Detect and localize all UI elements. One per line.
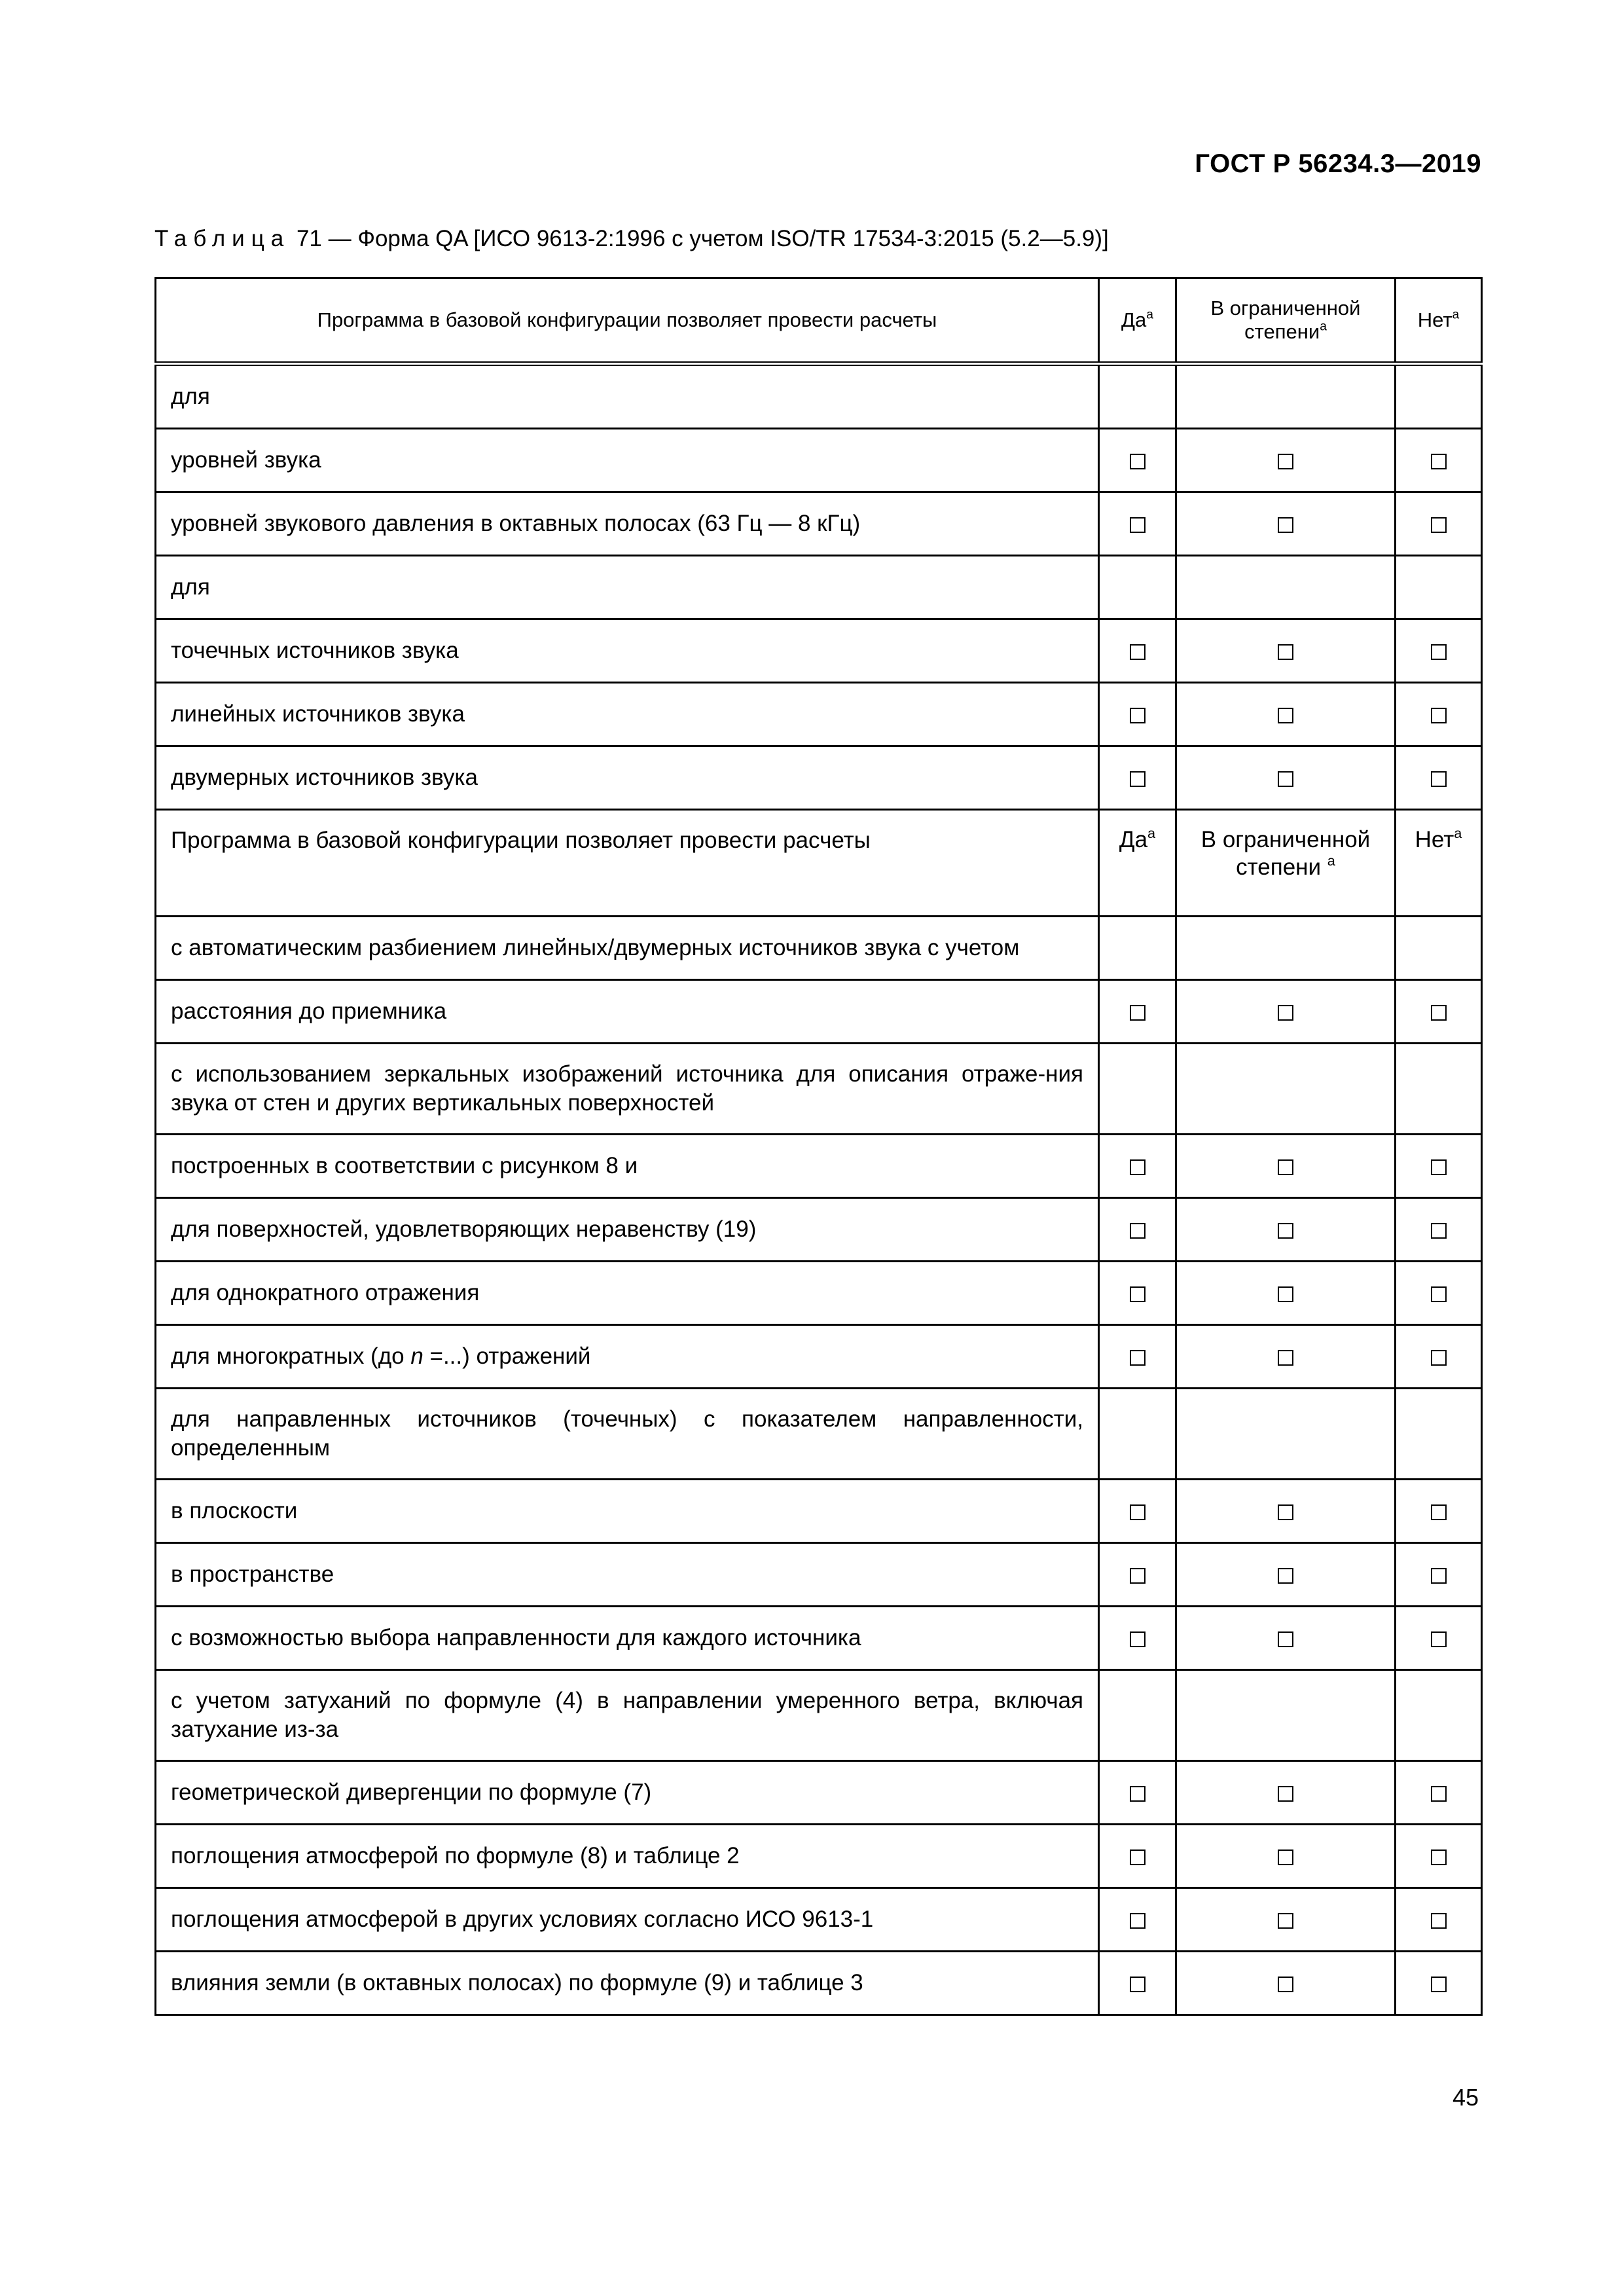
cell-no	[1396, 1825, 1482, 1888]
cell-no	[1396, 364, 1482, 429]
checkbox-no[interactable]	[1431, 1159, 1447, 1175]
table-row	[156, 746, 1482, 810]
header-no: Нет$^a$	[1396, 278, 1482, 364]
cell-limited	[1176, 1607, 1396, 1670]
cell-no	[1396, 1389, 1482, 1480]
checkbox-limited[interactable]	[1278, 1286, 1293, 1302]
table-row	[156, 683, 1482, 746]
cell-no	[1396, 1480, 1482, 1543]
checkbox-limited[interactable]	[1278, 708, 1293, 723]
checkbox-yes[interactable]	[1130, 454, 1146, 469]
row-description: расстояния до приемника	[156, 980, 1099, 1044]
table-subheader-row	[156, 810, 1482, 917]
checkbox-limited[interactable]	[1278, 1504, 1293, 1520]
cell-no	[1396, 1325, 1482, 1389]
row-description: с возможностью выбора направленности для каждого источника	[156, 1607, 1099, 1670]
row-description: для	[156, 556, 1099, 619]
checkbox-limited[interactable]	[1278, 1786, 1293, 1802]
cell-limited	[1176, 1198, 1396, 1262]
row-description: уровней звукового давления в октавных полосах (63 Гц — 8 кГц)	[156, 492, 1099, 556]
cell-yes	[1099, 556, 1176, 619]
cell-yes	[1099, 1262, 1176, 1325]
table-row	[156, 556, 1482, 619]
checkbox-yes[interactable]	[1130, 771, 1146, 787]
checkbox-no[interactable]	[1431, 644, 1447, 660]
table-row	[156, 1761, 1482, 1825]
checkbox-yes[interactable]	[1130, 1504, 1146, 1520]
cell-yes	[1099, 619, 1176, 683]
table-row	[156, 1888, 1482, 1952]
cell-limited	[1176, 619, 1396, 683]
checkbox-yes[interactable]	[1130, 1005, 1146, 1021]
checkbox-no[interactable]	[1431, 1786, 1447, 1802]
table-row	[156, 917, 1482, 980]
cell-yes	[1099, 1825, 1176, 1888]
checkbox-limited[interactable]	[1278, 1913, 1293, 1929]
cell-yes	[1099, 1325, 1176, 1389]
row-description: для направленных источников (точечных) с показателем направленности, определенным	[156, 1389, 1099, 1480]
checkbox-yes[interactable]	[1130, 1631, 1146, 1647]
cell-limited	[1176, 429, 1396, 492]
table-row	[156, 1135, 1482, 1198]
cell-no	[1396, 1888, 1482, 1952]
cell-limited	[1176, 980, 1396, 1044]
cell-yes	[1099, 492, 1176, 556]
table-caption	[154, 226, 1109, 252]
cell-limited	[1176, 556, 1396, 619]
caption-label: Таблица	[154, 226, 291, 251]
checkbox-limited[interactable]	[1278, 1977, 1293, 1992]
table-row	[156, 980, 1482, 1044]
cell-no	[1396, 619, 1482, 683]
checkbox-limited[interactable]	[1278, 1850, 1293, 1865]
checkbox-yes[interactable]	[1130, 1913, 1146, 1929]
checkbox-yes[interactable]	[1130, 1159, 1146, 1175]
cell-yes	[1099, 1761, 1176, 1825]
row-description: линейных источников звука	[156, 683, 1099, 746]
row-description: с учетом затуханий по формуле (4) в направлении умеренного ветра, включая затухание из-за	[156, 1670, 1099, 1761]
subheader-yes: $Да^a$	[1099, 810, 1176, 917]
cell-yes	[1099, 980, 1176, 1044]
cell-yes	[1099, 1198, 1176, 1262]
table-row	[156, 492, 1482, 556]
cell-yes	[1099, 1670, 1176, 1761]
cell-limited	[1176, 1325, 1396, 1389]
cell-no	[1396, 1761, 1482, 1825]
checkbox-limited[interactable]	[1278, 644, 1293, 660]
checkbox-no[interactable]	[1431, 1350, 1447, 1366]
table-row	[156, 1389, 1482, 1480]
row-description: для многократных (до n =...) отражений	[156, 1325, 1099, 1389]
checkbox-limited[interactable]	[1278, 454, 1293, 469]
checkbox-limited[interactable]	[1278, 771, 1293, 787]
page-number: 45	[1452, 2084, 1479, 2111]
cell-yes	[1099, 364, 1176, 429]
header-yes: $Да^a$	[1099, 278, 1176, 364]
cell-yes	[1099, 746, 1176, 810]
table-row	[156, 1825, 1482, 1888]
table-row	[156, 1670, 1482, 1761]
checkbox-yes[interactable]	[1130, 1286, 1146, 1302]
subheader-no: Нет$^a$	[1396, 810, 1482, 917]
table-row	[156, 1480, 1482, 1543]
table-row	[156, 1044, 1482, 1135]
table-row	[156, 619, 1482, 683]
checkbox-no[interactable]	[1431, 708, 1447, 723]
checkbox-no[interactable]	[1431, 1504, 1447, 1520]
header-limited: В ограниченной степени$^a$	[1176, 278, 1396, 364]
checkbox-yes[interactable]	[1130, 1568, 1146, 1584]
row-description: в плоскости	[156, 1480, 1099, 1543]
cell-no	[1396, 1543, 1482, 1607]
row-description: поглощения атмосферой по формуле (8) и таблице 2	[156, 1825, 1099, 1888]
cell-no	[1396, 1952, 1482, 2015]
document-code: ГОСТ Р 56234.3—2019	[1195, 149, 1481, 178]
checkbox-no[interactable]	[1431, 1286, 1447, 1302]
cell-yes	[1099, 1888, 1176, 1952]
cell-no	[1396, 556, 1482, 619]
table-header-row	[156, 278, 1482, 364]
row-description: поглощения атмосферой в других условиях согласно ИСО 9613-1	[156, 1888, 1099, 1952]
cell-limited	[1176, 1670, 1396, 1761]
cell-no	[1396, 1670, 1482, 1761]
checkbox-yes[interactable]	[1130, 1850, 1146, 1865]
checkbox-no[interactable]	[1431, 517, 1447, 533]
cell-limited	[1176, 917, 1396, 980]
cell-limited	[1176, 364, 1396, 429]
cell-yes	[1099, 1135, 1176, 1198]
table-row	[156, 1325, 1482, 1389]
cell-limited	[1176, 1543, 1396, 1607]
cell-limited	[1176, 1952, 1396, 2015]
row-description: геометрической дивергенции по формуле (7)	[156, 1761, 1099, 1825]
cell-yes	[1099, 1044, 1176, 1135]
table-row	[156, 1952, 1482, 2015]
cell-no	[1396, 1044, 1482, 1135]
checkbox-no[interactable]	[1431, 1223, 1447, 1239]
row-description: влияния земли (в октавных полосах) по формуле (9) и таблице 3	[156, 1952, 1099, 2015]
caption-text: 71 — Форма QA [ИСО 9613-2:1996 с учетом ISO/TR 17534-3:2015 (5.2—5.9)]	[296, 226, 1109, 251]
row-description: уровней звука	[156, 429, 1099, 492]
checkbox-no[interactable]	[1431, 771, 1447, 787]
table-row	[156, 364, 1482, 429]
checkbox-limited[interactable]	[1278, 1568, 1293, 1584]
cell-limited	[1176, 746, 1396, 810]
row-description: в пространстве	[156, 1543, 1099, 1607]
checkbox-yes[interactable]	[1130, 1223, 1146, 1239]
cell-limited	[1176, 683, 1396, 746]
table-row	[156, 1543, 1482, 1607]
checkbox-yes[interactable]	[1130, 1786, 1146, 1802]
cell-no	[1396, 492, 1482, 556]
cell-no	[1396, 1607, 1482, 1670]
checkbox-limited[interactable]	[1278, 1350, 1293, 1366]
checkbox-no[interactable]	[1431, 1913, 1447, 1929]
row-description: Программа в базовой конфигурации позволяет провести расчеты	[156, 810, 1099, 917]
header-program: Программа в базовой конфигурации позволяет провести расчеты	[156, 278, 1099, 364]
cell-yes	[1099, 1480, 1176, 1543]
cell-yes	[1099, 683, 1176, 746]
qa-form-table	[154, 277, 1483, 2016]
table-row	[156, 1607, 1482, 1670]
row-description: двумерных источников звука	[156, 746, 1099, 810]
checkbox-yes[interactable]	[1130, 517, 1146, 533]
cell-limited	[1176, 1480, 1396, 1543]
checkbox-limited[interactable]	[1278, 1159, 1293, 1175]
checkbox-no[interactable]	[1431, 1631, 1447, 1647]
checkbox-no[interactable]	[1431, 1568, 1447, 1584]
checkbox-yes[interactable]	[1130, 1977, 1146, 1992]
cell-yes	[1099, 1543, 1176, 1607]
cell-no	[1396, 429, 1482, 492]
cell-limited	[1176, 1761, 1396, 1825]
row-description: для однократного отражения	[156, 1262, 1099, 1325]
checkbox-no[interactable]	[1431, 1005, 1447, 1021]
cell-yes	[1099, 1389, 1176, 1480]
subheader-limited: В ограниченной степени $^a$	[1176, 810, 1396, 917]
checkbox-no[interactable]	[1431, 1850, 1447, 1865]
cell-no	[1396, 1135, 1482, 1198]
cell-yes	[1099, 917, 1176, 980]
checkbox-yes[interactable]	[1130, 644, 1146, 660]
table-row	[156, 1262, 1482, 1325]
cell-limited	[1176, 1825, 1396, 1888]
cell-no	[1396, 1262, 1482, 1325]
cell-no	[1396, 683, 1482, 746]
cell-no	[1396, 980, 1482, 1044]
table-row	[156, 1198, 1482, 1262]
cell-limited	[1176, 1135, 1396, 1198]
row-description: точечных источников звука	[156, 619, 1099, 683]
row-description: построенных в соответствии с рисунком 8 и	[156, 1135, 1099, 1198]
cell-yes	[1099, 1952, 1176, 2015]
cell-no	[1396, 746, 1482, 810]
checkbox-yes[interactable]	[1130, 708, 1146, 723]
checkbox-yes[interactable]	[1130, 1350, 1146, 1366]
row-description: для поверхностей, удовлетворяющих неравенству (19)	[156, 1198, 1099, 1262]
cell-limited	[1176, 1888, 1396, 1952]
checkbox-limited[interactable]	[1278, 1223, 1293, 1239]
checkbox-limited[interactable]	[1278, 517, 1293, 533]
table-row	[156, 429, 1482, 492]
cell-yes	[1099, 429, 1176, 492]
cell-limited	[1176, 1262, 1396, 1325]
cell-no	[1396, 1198, 1482, 1262]
checkbox-limited[interactable]	[1278, 1005, 1293, 1021]
cell-limited	[1176, 1044, 1396, 1135]
row-description: с автоматическим разбиением линейных/двумерных источников звука с учетом	[156, 917, 1099, 980]
checkbox-no[interactable]	[1431, 454, 1447, 469]
checkbox-no[interactable]	[1431, 1977, 1447, 1992]
cell-limited	[1176, 1389, 1396, 1480]
cell-yes	[1099, 1607, 1176, 1670]
row-description: для	[156, 364, 1099, 429]
cell-no	[1396, 917, 1482, 980]
cell-limited	[1176, 492, 1396, 556]
checkbox-limited[interactable]	[1278, 1631, 1293, 1647]
row-description: с использованием зеркальных изображений источника для описания отраже-ния звука от стен и других вертикальных поверхностей	[156, 1044, 1099, 1135]
